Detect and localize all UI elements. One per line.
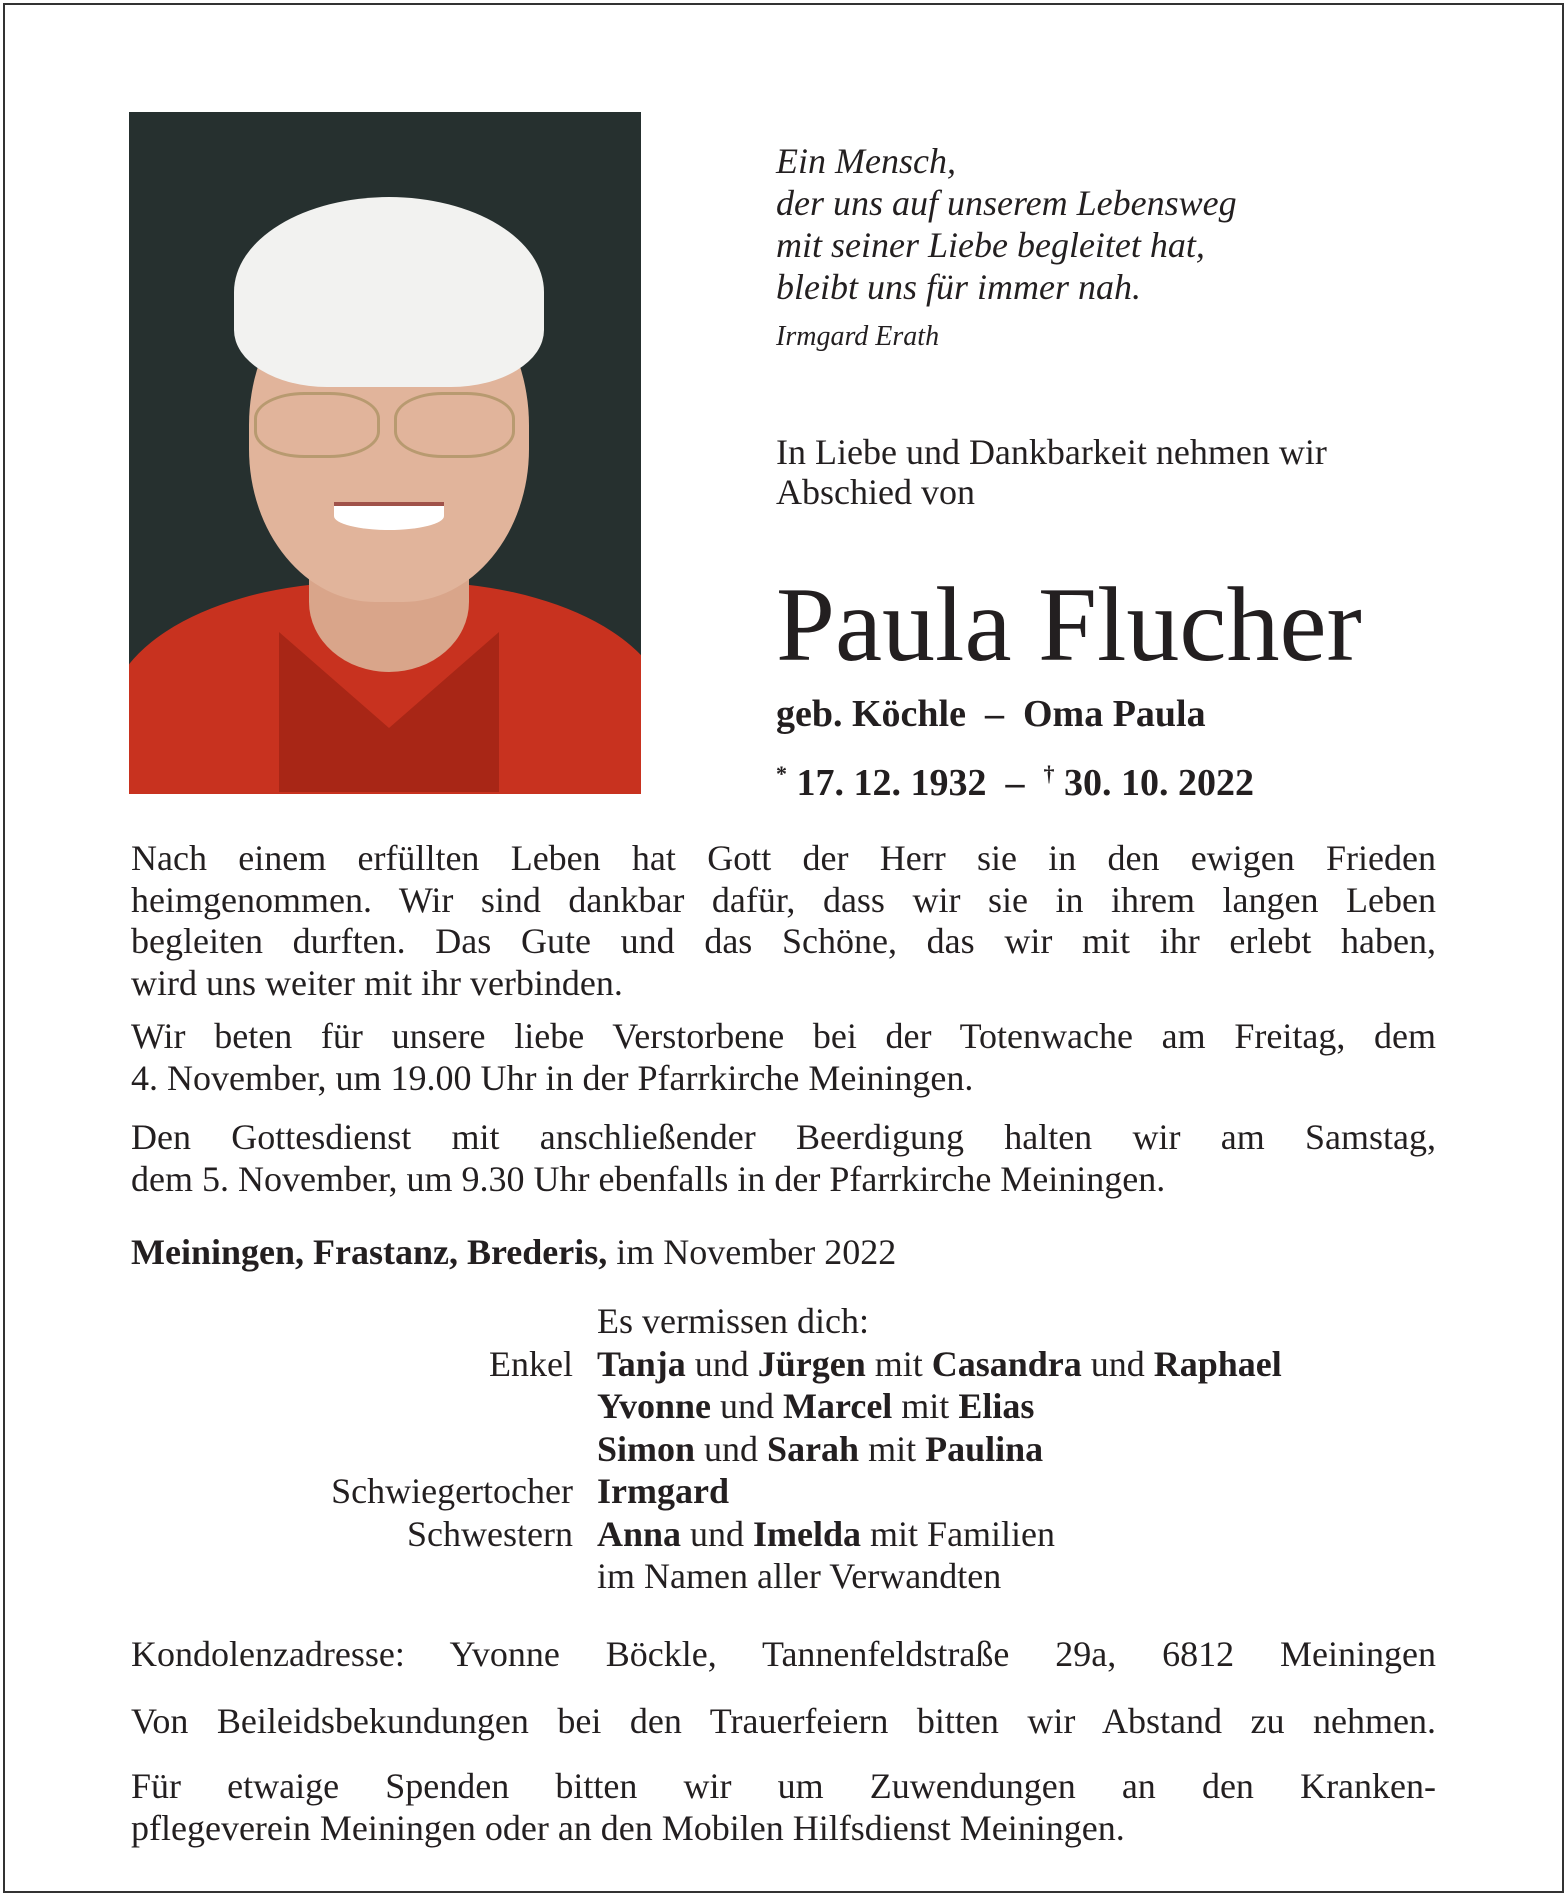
relative-names: [597, 1428, 1043, 1471]
connector-text: im Namen aller Verwandten: [597, 1556, 1002, 1596]
relative-name: Raphael: [1153, 1343, 1282, 1384]
relative-name: Jürgen: [757, 1343, 866, 1384]
place-date-text: im November 2022: [616, 1232, 897, 1272]
text-line: Kondolenzadresse: Yvonne Böckle, Tannenfeldstraße 29a, 6812 Meiningen: [131, 1634, 1436, 1674]
paragraph-1: [131, 838, 1436, 1004]
connector-text: mit: [859, 1428, 926, 1469]
connector-text: mit Familien: [861, 1513, 1056, 1554]
relation-label: [131, 1428, 597, 1471]
relative-name: Yvonne: [597, 1386, 712, 1426]
relation-label: [131, 1385, 597, 1428]
text-line: heimgenommen. Wir sind dankbar dafür, dass wir sie in ihrem langen Leben: [131, 879, 1436, 920]
death-date: 30. 10. 2022: [1064, 762, 1254, 804]
relative-names: [597, 1385, 1034, 1428]
condolence-address: [131, 1634, 1436, 1676]
connector-text: mit: [892, 1386, 959, 1426]
relation-label: [131, 1555, 597, 1598]
connector-text: und: [681, 1513, 754, 1554]
family-row: [131, 1428, 1436, 1471]
text-line: begleiten durften. Das Gute und das Schöne, das wir mit ihr erlebt haben,: [131, 921, 1436, 961]
connector-text: und: [711, 1386, 784, 1426]
relative-names: [597, 1513, 1055, 1556]
connector-text: und: [685, 1343, 758, 1384]
relative-names: [597, 1555, 1001, 1598]
relative-names: [597, 1470, 729, 1513]
family-row: [131, 1343, 1436, 1386]
relative-name: Casandra: [931, 1343, 1082, 1384]
relation-label: Enkel: [489, 1343, 573, 1384]
relative-name: Paulina: [925, 1428, 1044, 1469]
connector-text: mit: [865, 1343, 932, 1384]
intro-text: [776, 432, 1327, 512]
deceased-name: Paula Flucher: [776, 566, 1362, 683]
text-line: pflegeverein Meiningen oder an den Mobilen Hilfsdienst Meiningen.: [131, 1807, 1125, 1848]
connector-text: und: [1081, 1343, 1154, 1384]
family-row: [131, 1555, 1436, 1598]
relative-name: Elias: [958, 1386, 1035, 1426]
place-date: [131, 1232, 1436, 1274]
relative-name: Tanja: [597, 1343, 686, 1384]
relation-label: Schwiegertocher: [331, 1471, 573, 1511]
quote-line: mit seiner Liebe begleitet hat,: [776, 225, 1205, 265]
relative-name: Sarah: [767, 1428, 860, 1469]
text-line: dem 5. November, um 9.30 Uhr ebenfalls in der Pfarrkirche Meiningen.: [131, 1158, 1166, 1199]
family-list: [131, 1300, 1436, 1598]
birth-date: 17. 12. 1932: [796, 762, 987, 804]
donation-note: [131, 1766, 1436, 1849]
birth-symbol: *: [776, 761, 787, 786]
deceased-subtitle: [776, 690, 1206, 738]
text-line: Für etwaige Spenden bitten wir um Zuwendungen an den Kranken-: [131, 1766, 1436, 1806]
relative-names: [597, 1343, 1282, 1386]
intro-line: Abschied von: [776, 472, 975, 512]
relation-label: Schwestern: [407, 1513, 573, 1554]
relative-name: Simon: [597, 1428, 696, 1469]
condolence-note: [131, 1701, 1436, 1743]
portrait-photo: [129, 112, 641, 794]
family-row: [131, 1470, 1436, 1513]
dash: –: [984, 693, 1004, 735]
paragraph-3: [131, 1117, 1436, 1200]
relative-name: Imelda: [753, 1513, 862, 1554]
quote-line: der uns auf unserem Lebensweg: [776, 183, 1237, 223]
relative-name: Irmgard: [597, 1471, 729, 1511]
connector-text: und: [695, 1428, 768, 1469]
memorial-quote: [776, 140, 1237, 358]
relative-name: Marcel: [783, 1386, 893, 1426]
quote-line: Ein Mensch,: [776, 141, 956, 181]
family-heading: Es vermissen dich:: [597, 1301, 869, 1341]
death-symbol: †: [1043, 761, 1055, 786]
text-line: Nach einem erfüllten Leben hat Gott der Herr sie in den ewigen Frieden: [131, 838, 1436, 878]
text-line: wird uns weiter mit ihr verbinden.: [131, 962, 623, 1003]
text-line: 4. November, um 19.00 Uhr in der Pfarrkirche Meiningen.: [131, 1057, 974, 1098]
dash: –: [1005, 762, 1025, 804]
text-line: Wir beten für unsere liebe Verstorbene bei der Totenwache am Freitag, dem: [131, 1016, 1436, 1056]
paragraph-2: [131, 1016, 1436, 1099]
text-line: Den Gottesdienst mit anschließender Beerdigung halten wir am Samstag,: [131, 1117, 1436, 1157]
text-line: Von Beileidsbekundungen bei den Trauerfeiern bitten wir Abstand zu nehmen.: [131, 1701, 1436, 1741]
quote-author: Irmgard Erath: [776, 321, 940, 352]
relative-name: Anna: [597, 1513, 682, 1554]
family-row: [131, 1513, 1436, 1556]
quote-line: bleibt uns für immer nah.: [776, 267, 1141, 307]
place-towns: Meiningen, Frastanz, Brederis,: [131, 1232, 608, 1272]
intro-line: In Liebe und Dankbarkeit nehmen wir: [776, 432, 1327, 472]
family-row: [131, 1385, 1436, 1428]
life-dates: [776, 750, 1254, 807]
born-name: geb. Köchle: [776, 693, 966, 735]
nickname: Oma Paula: [1022, 693, 1206, 735]
